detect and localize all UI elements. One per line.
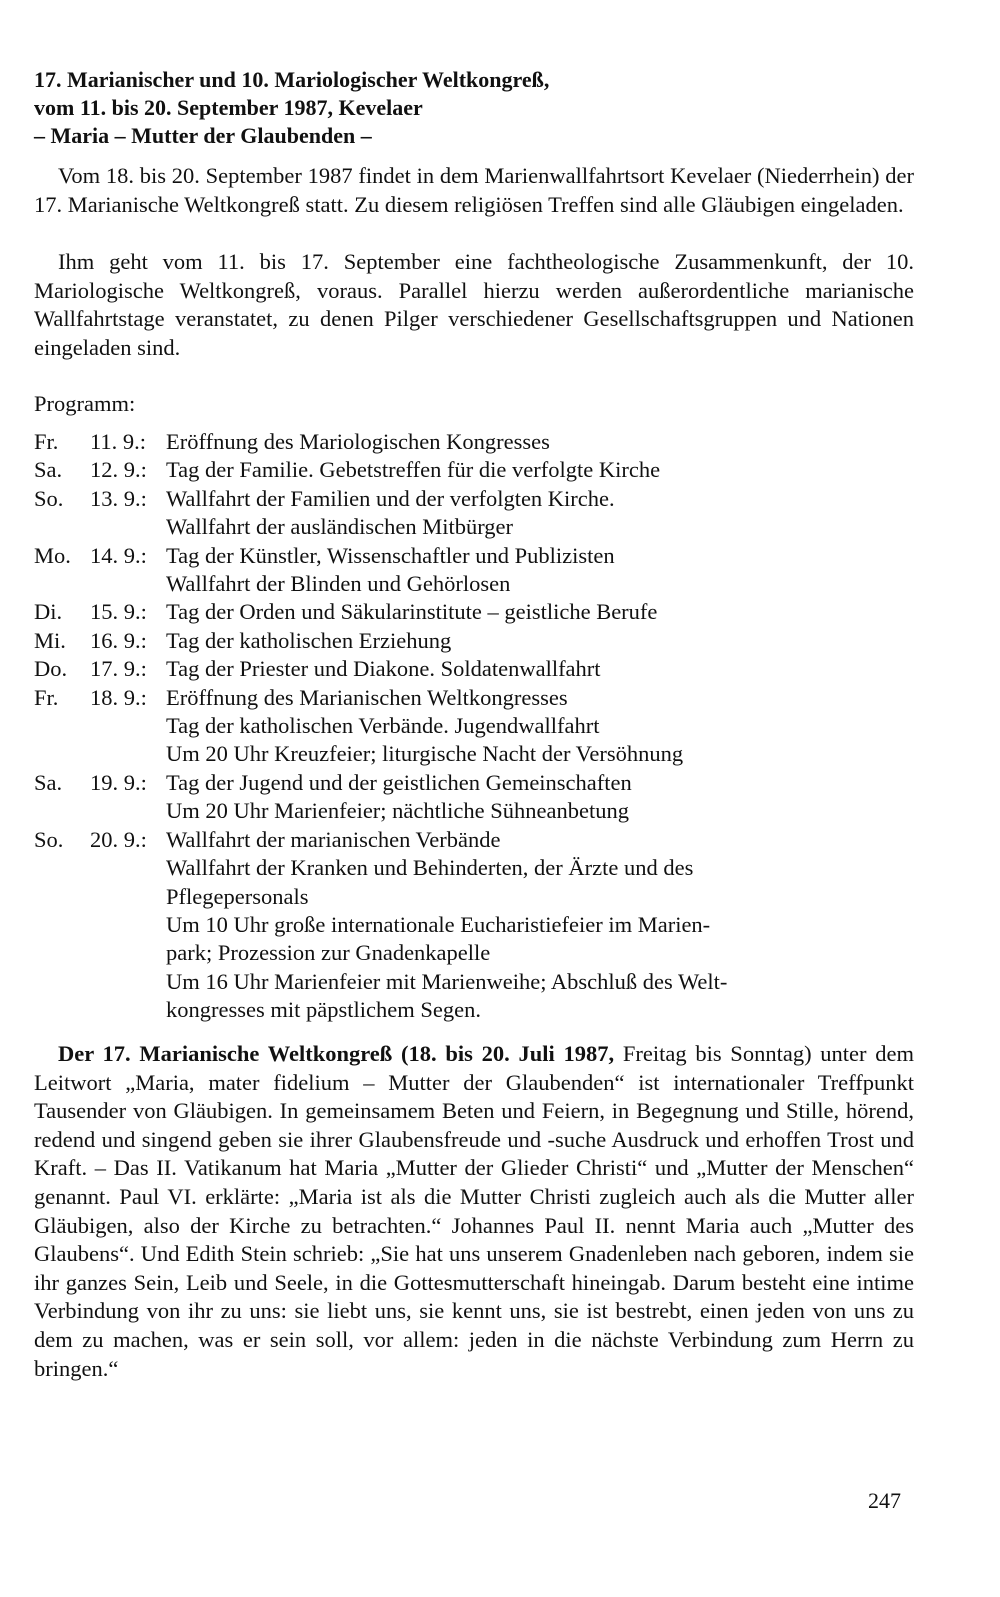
program-line: Tag der katholischen Verbände. Jugendwallfahrt <box>166 713 600 739</box>
program-entry <box>34 542 914 599</box>
program-line: Tag der Orden und Säkularinstitute – geistliche Berufe <box>166 599 658 625</box>
program-entry <box>34 598 914 626</box>
program-date: 13. 9.: <box>90 485 147 511</box>
program-date: 17. 9.: <box>90 656 147 682</box>
program-date: 11. 9.: <box>90 429 147 454</box>
program-line: Eröffnung des Mariologischen Kongresses <box>166 429 550 454</box>
program-day: So. <box>34 826 64 852</box>
program-description <box>166 428 914 456</box>
program-entry <box>34 769 914 826</box>
program-entry <box>34 684 914 769</box>
program-line: Um 20 Uhr Marienfeier; nächtliche Sühneanbetung <box>166 798 629 824</box>
program-day: Sa. <box>34 769 63 795</box>
program-day: Do. <box>34 656 68 682</box>
program-line: Tag der Priester und Diakone. Soldatenwallfahrt <box>166 656 601 682</box>
program-date: 20. 9.: <box>90 826 147 852</box>
program-day: Sa. <box>34 457 63 483</box>
program-description <box>166 769 914 826</box>
program-entry <box>34 655 914 683</box>
intro-paragraph-1: Vom 18. bis 20. September 1987 findet in dem Marienwallfahrtsort Kevelaer (Niederrhein) der 17. Marianische Weltkongreß statt. Zu diesem religiösen Treffen sind alle Gläubigen eingeladen. <box>34 163 914 217</box>
heading-line-3: – Maria – Mutter der Glaubenden – <box>34 123 372 148</box>
heading-line-2: vom 11. bis 20. September 1987, Kevelaer <box>34 95 423 120</box>
program-line: Tag der Familie. Gebetstreffen für die verfolgte Kirche <box>166 457 661 483</box>
closing-lead: Der 17. Marianische Weltkongreß (18. bis 20. Juli 1987, <box>58 1041 615 1066</box>
program-description <box>166 826 914 1025</box>
program-line: Tag der Künstler, Wissenschaftler und Publizisten <box>166 542 615 568</box>
program-day: Di. <box>34 599 63 625</box>
article-heading <box>34 66 934 150</box>
closing-paragraph <box>34 1040 914 1383</box>
program-description <box>166 598 914 626</box>
program-line: Wallfahrt der Blinden und Gehörlosen <box>166 571 511 597</box>
program-line: Um 16 Uhr Marienfeier mit Marienweihe; Abschluß des Welt- <box>166 968 728 994</box>
program-date: 15. 9.: <box>90 599 147 625</box>
program-description <box>166 627 914 655</box>
program-list <box>34 428 914 1025</box>
program-line: Um 20 Uhr Kreuzfeier; liturgische Nacht der Versöhnung <box>166 741 684 767</box>
program-day: Mi. <box>34 627 66 653</box>
program-line: Wallfahrt der Kranken und Behinderten, der Ärzte und des <box>166 855 694 881</box>
program-entry <box>34 428 914 456</box>
program-entry <box>34 456 914 484</box>
page-number: 247 <box>868 1488 901 1513</box>
program-description <box>166 485 914 542</box>
program-date: 12. 9.: <box>90 457 147 483</box>
program-line: Um 10 Uhr große internationale Eucharistiefeier im Marien- <box>166 911 711 937</box>
program-line: Eröffnung des Marianischen Weltkongresses <box>166 684 568 710</box>
heading-line-1: 17. Marianischer und 10. Mariologischer Weltkongreß, <box>34 67 550 92</box>
program-line: Wallfahrt der ausländischen Mitbürger <box>166 514 514 540</box>
program-date: 16. 9.: <box>90 627 147 653</box>
program-day: Fr. <box>34 684 59 710</box>
program-line: kongresses mit päpstlichem Segen. <box>166 997 481 1023</box>
program-day: Mo. <box>34 542 71 568</box>
program-line: Wallfahrt der marianischen Verbände <box>166 826 501 852</box>
program-label: Programm: <box>34 391 136 416</box>
program-entry <box>34 826 914 1025</box>
program-entry <box>34 485 914 542</box>
intro-paragraph-2: Ihm geht vom 11. bis 17. September eine fachtheologische Zusammenkunft, der 10. Mariologische Weltkongreß, voraus. Parallel hierzu werden außerordentliche marianische Wallfahrtstage veranstatet, zu denen Pilger verschiedener Gesellschaftsgruppen und Nationen eingeladen sind. <box>34 249 914 360</box>
program-description <box>166 655 914 683</box>
program-day: So. <box>34 485 64 511</box>
program-line: Wallfahrt der Familien und der verfolgten Kirche. <box>166 485 615 511</box>
program-description <box>166 684 914 769</box>
program-entry <box>34 627 914 655</box>
closing-body: Freitag bis Sonntag) unter dem Leitwort „Maria, mater fidelium – Mutter der Glaubenden“ ist internationaler Treffpunkt Tausender von Gläubigen. In gemeinsamem Beten und Feiern, in Begegnung und Stille, hörend, redend und singend geben sie ihrer Glaubensfreude und -suche Ausdruck und erhoffen Trost und Kraft. – Das II. Vatikanum hat Maria „Mutter der Glieder Christi“ und „Mutter der Menschen“ genannt. Paul VI. erklärte: „Maria ist als die Mutter Christi zugleich auch als die Mutter aller Gläubigen, also der Kirche zu betrachten.“ Johannes Paul II. nennt Maria auch „Mutter des Glaubens“. Und Edith Stein schrieb: „Sie hat uns unserem Gnadenleben nach geboren, indem sie ihr ganzes Sein, Leib und Seele, in die Gottesmutterschaft hineingab. Darum besteht eine intime Verbindung von ihr zu uns: sie liebt uns, sie kennt uns, sie ist bestrebt, einen jeden von uns zu dem zu machen, was er sein soll, vor allem: jeden in die nächste Verbindung zum Herrn zu bringen.“ <box>34 1041 914 1381</box>
program-line: Pflegepersonals <box>166 883 309 909</box>
program-date: 19. 9.: <box>90 769 147 795</box>
program-description <box>166 542 914 599</box>
program-line: park; Prozession zur Gnadenkapelle <box>166 940 491 966</box>
program-description <box>166 456 914 484</box>
program-line: Tag der Jugend und der geistlichen Gemeinschaften <box>166 769 632 795</box>
program-date: 14. 9.: <box>90 542 147 568</box>
program-line: Tag der katholischen Erziehung <box>166 627 452 653</box>
program-day: Fr. <box>34 429 59 454</box>
program-date: 18. 9.: <box>90 684 147 710</box>
